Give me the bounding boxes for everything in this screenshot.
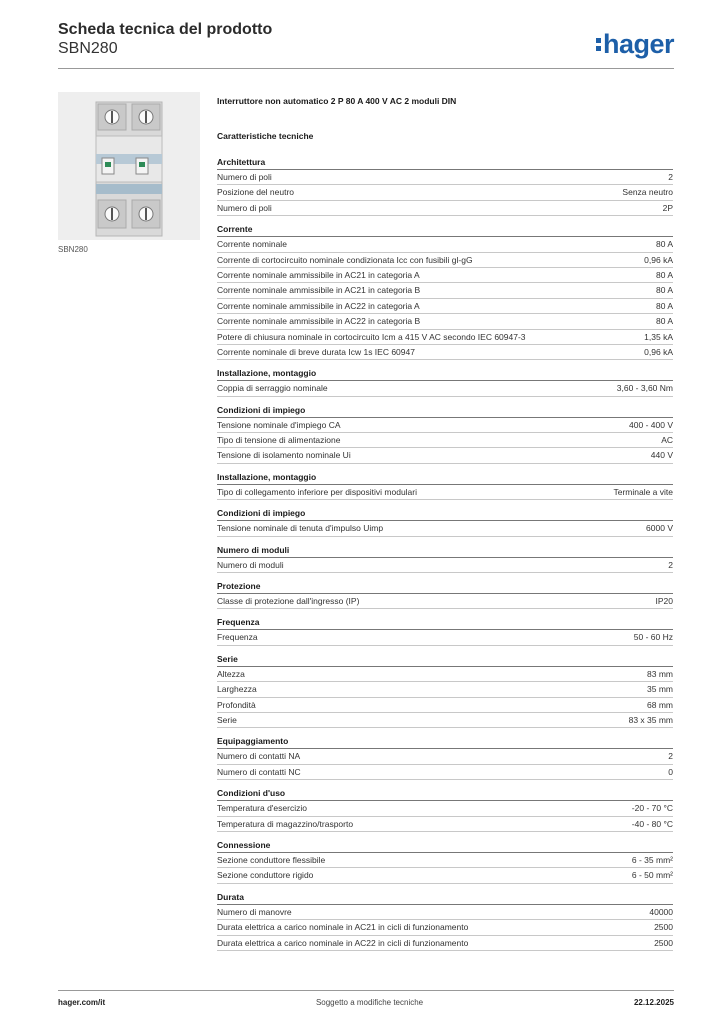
product-image	[58, 92, 200, 240]
spec-row	[217, 253, 673, 268]
hager-logo	[596, 24, 674, 64]
spec-group	[217, 735, 673, 780]
spec-label: Temperatura di magazzino/trasporto	[217, 818, 354, 829]
spec-group	[217, 653, 673, 729]
footer-website[interactable]: hager.com/it	[58, 998, 106, 1007]
spec-row	[217, 698, 673, 713]
spec-value: 2500	[654, 937, 673, 948]
spec-row	[217, 594, 673, 609]
spec-value: 440 V	[650, 450, 673, 461]
spec-label: Sezione conduttore flessibile	[217, 854, 326, 865]
spec-row	[217, 418, 673, 433]
spec-label: Larghezza	[217, 684, 257, 695]
spec-row	[217, 558, 673, 573]
spec-value: 2	[668, 751, 673, 762]
logo-text: hager	[602, 28, 674, 59]
product-description: Interruttore non automatico 2 P 80 A 400 V AC 2 moduli DIN	[217, 96, 457, 106]
spec-row	[217, 345, 673, 360]
spec-value: 83 mm	[647, 668, 673, 679]
spec-label: Durata elettrica a carico nominale in AC22 in cicli di funzionamento	[217, 937, 469, 948]
spec-value: Senza neutro	[622, 187, 673, 198]
spec-value: 35 mm	[647, 684, 673, 695]
spec-row	[217, 268, 673, 283]
spec-label: Tipo di collegamento inferiore per dispositivi modulari	[217, 486, 418, 497]
spec-group-title: Frequenza	[217, 616, 673, 630]
spec-group	[217, 471, 673, 500]
spec-value: AC	[661, 435, 673, 446]
spec-row	[217, 853, 673, 868]
header-divider	[58, 68, 674, 69]
spec-row	[217, 817, 673, 832]
spec-row	[217, 448, 673, 463]
spec-row	[217, 667, 673, 682]
spec-row	[217, 485, 673, 500]
spec-group	[217, 156, 673, 216]
spec-group-title: Installazione, montaggio	[217, 471, 673, 485]
spec-label: Temperatura d'esercizio	[217, 803, 307, 814]
spec-row	[217, 299, 673, 314]
spec-value: 2P	[662, 202, 673, 213]
spec-label: Serie	[217, 714, 237, 725]
spec-value: 40000	[649, 906, 673, 917]
image-caption: SBN280	[58, 245, 88, 254]
spec-value: 0	[668, 766, 673, 777]
spec-value: 50 - 60 Hz	[633, 632, 673, 643]
spec-content	[217, 95, 673, 951]
spec-label: Frequenza	[217, 632, 258, 643]
spec-value: -40 - 80 °C	[631, 818, 673, 829]
spec-row	[217, 749, 673, 764]
spec-row	[217, 682, 673, 697]
spec-label: Numero di contatti NC	[217, 766, 301, 777]
page-footer	[58, 998, 674, 1007]
document-title: Scheda tecnica del prodotto	[58, 21, 273, 38]
spec-value: 83 x 35 mm	[628, 714, 673, 725]
spec-label: Profondità	[217, 699, 256, 710]
spec-label: Numero di poli	[217, 172, 272, 182]
spec-group-title: Condizioni di impiego	[217, 404, 673, 418]
spec-group-title: Serie	[217, 653, 673, 667]
spec-value: 3,60 - 3,60 Nm	[616, 383, 673, 394]
spec-label: Durata elettrica a carico nominale in AC21 in cicli di funzionamento	[217, 922, 469, 933]
spec-label: Classe di protezione dall'ingresso (IP)	[217, 596, 360, 607]
technical-characteristics-title: Caratteristiche tecniche	[217, 131, 314, 141]
spec-row	[217, 381, 673, 396]
footer-divider	[58, 990, 674, 991]
spec-group	[217, 616, 673, 645]
spec-value: Terminale a vite	[613, 486, 673, 497]
spec-value: 80 A	[655, 285, 673, 296]
spec-group	[217, 580, 673, 609]
spec-value: 0,96 kA	[644, 346, 673, 357]
spec-label: Corrente nominale di breve durata Icw 1s IEC 60947	[217, 346, 415, 357]
spec-value: 2	[668, 559, 673, 570]
spec-label: Tensione nominale di tenuta d'impulso Uimp	[217, 523, 384, 534]
spec-label: Altezza	[217, 668, 245, 679]
spec-label: Sezione conduttore rigido	[217, 870, 314, 881]
spec-value: 80 A	[655, 316, 673, 327]
spec-row	[217, 283, 673, 298]
spec-row	[217, 185, 673, 200]
spec-value: 80 A	[655, 239, 673, 250]
spec-group-title: Numero di moduli	[217, 544, 673, 558]
spec-value: 400 - 400 V	[629, 419, 673, 430]
spec-group	[217, 404, 673, 464]
spec-value: 1,35 kA	[644, 331, 673, 342]
spec-row	[217, 630, 673, 645]
spec-row	[217, 314, 673, 329]
spec-group-title: Equipaggiamento	[217, 735, 673, 749]
spec-value: 2500	[654, 922, 673, 933]
spec-group	[217, 367, 673, 396]
spec-row	[217, 170, 673, 185]
spec-row	[217, 801, 673, 816]
spec-group-title: Architettura	[217, 156, 673, 170]
spec-group	[217, 223, 673, 360]
spec-row	[217, 330, 673, 345]
spec-group-title: Connessione	[217, 839, 673, 853]
product-code: SBN280	[58, 40, 118, 57]
spec-group-title: Durata	[217, 891, 673, 905]
spec-row	[217, 521, 673, 536]
spec-label: Corrente nominale ammissibile in AC21 in categoria A	[217, 269, 420, 280]
spec-label: Numero di moduli	[217, 559, 284, 570]
spec-value: 68 mm	[647, 699, 673, 710]
spec-groups	[217, 156, 673, 951]
spec-label: Corrente nominale ammissibile in AC21 in categoria B	[217, 285, 421, 296]
spec-label: Tensione nominale d'impiego CA	[217, 419, 341, 430]
spec-row	[217, 936, 673, 951]
spec-label: Numero di manovre	[217, 906, 292, 917]
spec-label: Posizione del neutro	[217, 187, 295, 198]
spec-group	[217, 839, 673, 884]
spec-group-title: Protezione	[217, 580, 673, 594]
footer-date: 22.12.2025	[633, 998, 674, 1007]
spec-group-title: Condizioni di impiego	[217, 507, 673, 521]
spec-row	[217, 237, 673, 252]
spec-label: Corrente nominale	[217, 239, 287, 250]
spec-value: 80 A	[655, 300, 673, 311]
spec-value: IP20	[655, 596, 673, 607]
spec-row	[217, 201, 673, 216]
spec-group	[217, 787, 673, 832]
spec-label: Tipo di tensione di alimentazione	[217, 435, 341, 446]
spec-group	[217, 891, 673, 951]
spec-group	[217, 544, 673, 573]
logo-dots-icon	[596, 38, 601, 51]
spec-value: 2	[668, 172, 673, 182]
spec-row	[217, 433, 673, 448]
spec-label: Corrente nominale ammissibile in AC22 in categoria A	[217, 300, 420, 311]
spec-row	[217, 713, 673, 728]
spec-row	[217, 765, 673, 780]
spec-value: 6 - 35 mm²	[631, 854, 673, 865]
spec-group-title: Corrente	[217, 223, 673, 237]
spec-label: Coppia di serraggio nominale	[217, 383, 328, 394]
spec-value: 6 - 50 mm²	[631, 870, 673, 881]
footer-notice: Soggetto a modifiche tecniche	[315, 998, 424, 1007]
spec-group-title: Installazione, montaggio	[217, 367, 673, 381]
spec-label: Corrente nominale ammissibile in AC22 in categoria B	[217, 316, 421, 327]
spec-label: Tensione di isolamento nominale Ui	[217, 450, 351, 461]
spec-group	[217, 507, 673, 536]
spec-label: Corrente di cortocircuito nominale condizionata Icc con fusibili gl-gG	[217, 254, 473, 265]
spec-label: Potere di chiusura nominale in cortocircuito Icm a 415 V AC secondo IEC 60947-3	[217, 331, 526, 342]
spec-group-title: Condizioni d'uso	[217, 787, 673, 801]
breaker-product-icon	[58, 92, 200, 240]
spec-value: 6000 V	[646, 523, 673, 534]
spec-label: Numero di contatti NA	[217, 751, 301, 762]
spec-value: -20 - 70 °C	[631, 803, 673, 814]
page-header	[58, 20, 674, 70]
spec-value: 0,96 kA	[644, 254, 673, 265]
spec-value: 80 A	[655, 269, 673, 280]
spec-row	[217, 905, 673, 920]
spec-label: Numero di poli	[217, 202, 272, 213]
spec-row	[217, 920, 673, 935]
spec-row	[217, 868, 673, 883]
